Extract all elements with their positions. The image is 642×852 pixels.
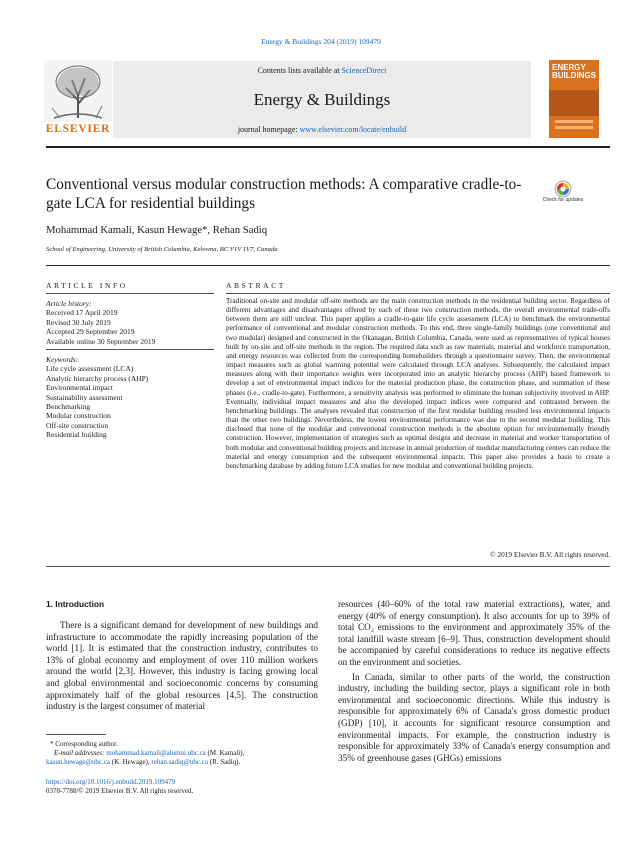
- homepage-prefix: journal homepage:: [237, 125, 298, 134]
- keyword: Sustainability assessment: [46, 392, 123, 402]
- abstract-bottom-rule: [46, 566, 610, 567]
- footnote-rule: [46, 734, 106, 735]
- corresponding-author-note: * Corresponding author.: [50, 740, 118, 748]
- author-affiliation: School of Engineering, University of British Columbia, Kelowna, BC V1V 1V7, Canada: [46, 246, 278, 253]
- intro-paragraph: There is a significant demand for development of new buildings and infrastructure to accommodate the rapidly increasing population of the world [1]. It is estimated that the construction industry, contributes to 13% of global economy and employment of over 110 million workers around the world [2,3]. However, this industry is facing growing local and global environmental and socioeconomic concerns by consuming approximately half of the global resources [4,5]. The construction industry is the largest consumer of material: [46, 620, 318, 712]
- contents-prefix: Contents lists available at: [257, 66, 340, 75]
- issn-line: 0378-7788/© 2019 Elsevier B.V. All rights reserved.: [46, 787, 194, 795]
- journal-reference[interactable]: Energy & Buildings 204 (2019) 109479: [261, 37, 381, 46]
- email-owner: (M. Kamali),: [207, 749, 245, 757]
- history-label: Article history:: [46, 299, 92, 308]
- keywords-label: Keywords:: [46, 355, 79, 364]
- cover-stripe: [555, 120, 593, 123]
- article-history: [46, 299, 216, 346]
- sciencedirect-link[interactable]: ScienceDirect: [341, 66, 387, 75]
- info-rule: [46, 349, 214, 350]
- check-for-updates-label: Check for updates: [542, 197, 584, 203]
- email-link[interactable]: rehan.sadiq@ubc.ca: [151, 758, 208, 766]
- cover-title: ENERGY BUILDINGS: [552, 63, 596, 80]
- check-for-updates-badge[interactable]: [542, 180, 584, 214]
- cover-stripe: [555, 126, 593, 129]
- history-item: Revised 30 July 2019: [46, 317, 111, 327]
- homepage-line: [113, 125, 531, 134]
- article-title: Conventional versus modular construction methods: A comparative cradle-to-gate LCA for residential buildings: [46, 176, 522, 212]
- homepage-link[interactable]: www.elsevier.com/locate/enbuild: [299, 125, 407, 134]
- elsevier-wordmark: ELSEVIER: [45, 123, 111, 135]
- abstract-heading: ABSTRACT: [226, 281, 286, 290]
- cover-graphic: [549, 90, 599, 116]
- article-identifiers: [46, 778, 346, 796]
- body-column-left: [46, 620, 318, 713]
- history-item: Accepted 29 September 2019: [46, 327, 135, 337]
- author-list: Mohammad Kamali, Kasun Hewage*, Rehan Sadiq: [46, 224, 268, 236]
- email-label: E-mail addresses:: [54, 749, 105, 757]
- doi-link[interactable]: https://doi.org/10.1016/j.enbuild.2019.109479: [46, 778, 176, 786]
- keyword: Off-site construction: [46, 420, 109, 430]
- email-owner: (K. Hewage),: [111, 758, 150, 766]
- email-owner: (R. Sadiq).: [209, 758, 241, 766]
- abstract-rule: [226, 293, 610, 294]
- email-line: [46, 758, 326, 767]
- title-rule: [46, 265, 610, 266]
- journal-name: Energy & Buildings: [253, 90, 391, 109]
- history-item: Received 17 April 2019: [46, 308, 118, 318]
- header-rule: [46, 146, 610, 148]
- intro-paragraph: In Canada, similar to other parts of the world, the construction industry, including the building sector, plays a significant role in both environmental and socioeconomic directions. While this industry is responsible for approximately 6% of Canada's gross domestic product (GDP) [10], it accounts for significant resource consumption and environmental impacts. For example, the construction industry is responsible for approximately 33% of Canada's energy consumption and 35% of greenhouse gases (GHGs) emissions: [338, 671, 610, 763]
- history-item: Available online 30 September 2019: [46, 336, 156, 346]
- keyword: Life cycle assessment (LCA): [46, 364, 134, 374]
- keyword: Environmental impact: [46, 383, 113, 393]
- keyword: Residential building: [46, 430, 107, 440]
- footnote: [46, 740, 326, 767]
- keyword-list: [46, 355, 216, 440]
- journal-cover-thumbnail[interactable]: [549, 60, 599, 138]
- email-link[interactable]: kasun.hewage@ubc.ca: [46, 758, 110, 766]
- email-line: [46, 749, 326, 758]
- abstract-copyright: © 2019 Elsevier B.V. All rights reserved.: [490, 550, 610, 559]
- contents-line: [113, 66, 531, 75]
- section-heading-introduction: 1. Introduction: [46, 599, 105, 609]
- email-link[interactable]: mohammad.kamali@alumni.ubc.ca: [106, 749, 206, 757]
- abstract-text: Traditional on-site and modular off-site methods are the main construction methods in the residential building sector. Regardless of different advantages and disadvantages offered by each of these two construction methods, the overall environmental trade-offs between them are still unclear. This paper applies a cradle-to-gate life cycle assessment (LCA) to benchmark the environmental performance of conventional and modular construction methods. To this end, three single-family buildings (one conventional and two modular) designed and constructed in the Okanagan, British Columbia, Canada, were used as representatives of typical houses built by on-site and off-site methods in the region. The required data such as raw materials, material and workforce transportation, and energy resources was collected from the corresponding homebuilders through a questionnaire survey. Then, the environmental impact measures such as global warming potential were calculated through LCA analyses. Subsequently, the calculated impact measures along with their importance weights were incorporated into an analytic hierarchy process (AHP) based framework to develop a set of environmental impact indices for the material production phase, the construction phase, and summation of these phases (i.e., cradle-to-gate). Furthermore, a sensitivity analysis was performed to eliminate the human subjectivity involved in AHP. Eventually, individual impact measures and also the developed impact indices were compared and contrasted between the benchmarking buildings. The analyses revealed that construction of the first modular building resulted less environmental impacts than the other two buildings. Nevertheless, the lowest environmental performance was due to the second modular building. This disclosed that none of the modular and conventional construction methods is the absolute option for environmentally friendly construction. However, implementation of strategies such as optimal designs and decrease in material and worker transportation of both modular and conventional building projects and increase in annual production of modular manufacturing centers can reduce the material and energy consumption and the subsequent environmental impacts. This paper also provides a basis to create a benchmarking database by adding future LCA studies for new modular and conventional building projects.: [226, 297, 610, 470]
- intro-paragraph: resources (40–60% of the total raw material extractions), water, and energy (40% of energy consumption). It also accounts for up to 39% of total CO₂ emissions to the environment and approximately 35% of the total landfill waste stream [6–9]. Thus, construction development should be accompanied by careful considerations to reduce its negative effects on the environment and societies.: [338, 599, 610, 667]
- keyword: Analytic hierarchy process (AHP): [46, 373, 149, 383]
- body-column-right: [338, 599, 610, 764]
- crossmark-icon: [548, 180, 578, 198]
- keyword: Benchmarking: [46, 402, 91, 412]
- info-rule: [46, 293, 214, 294]
- article-info-heading: ARTICLE INFO: [46, 281, 128, 290]
- keyword: Modular construction: [46, 411, 111, 421]
